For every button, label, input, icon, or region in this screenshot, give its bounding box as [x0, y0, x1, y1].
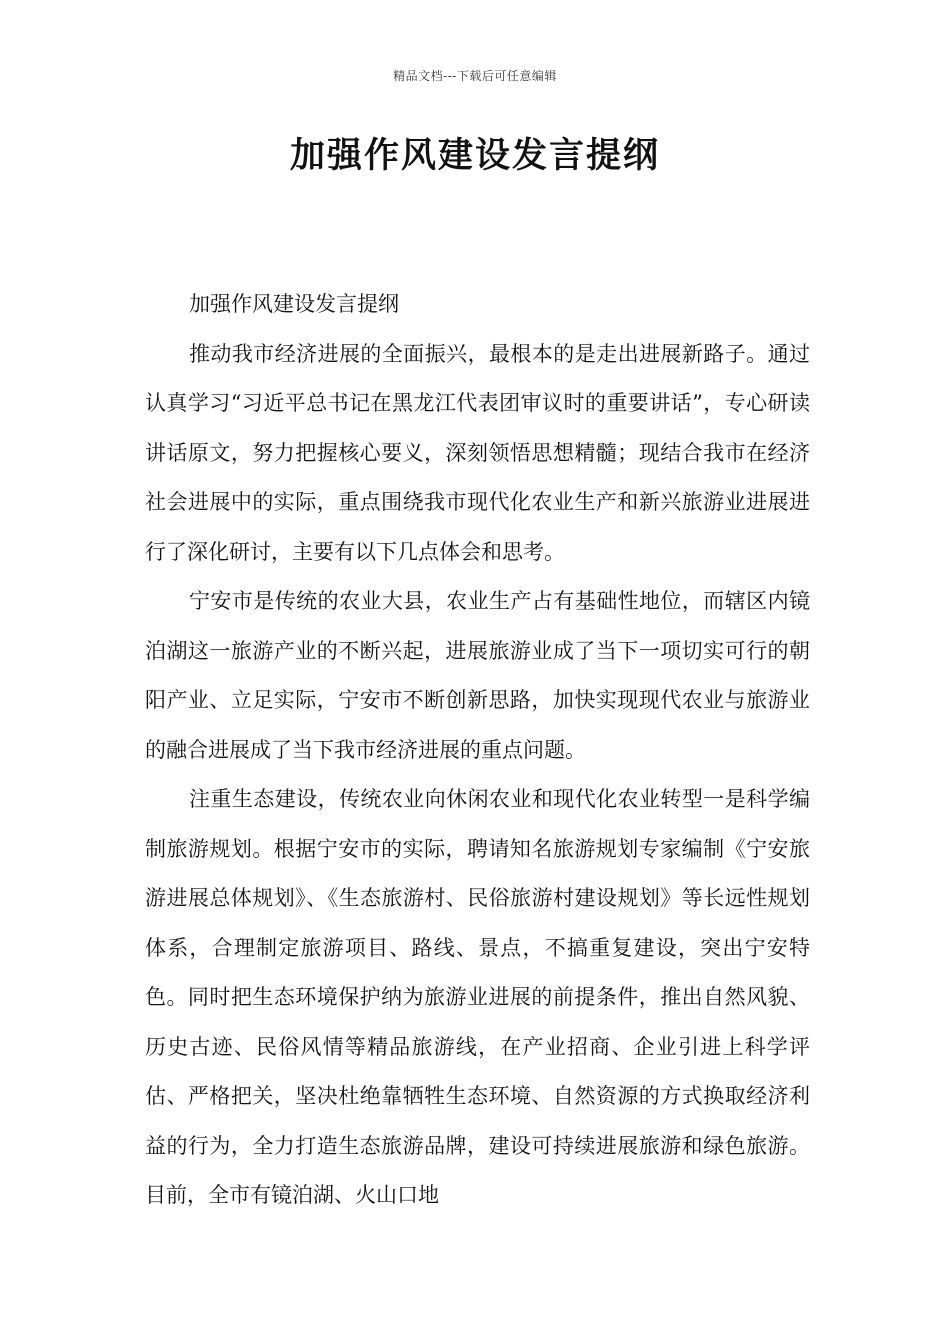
- document-title: 加强作风建设发言提纲: [289, 136, 660, 176]
- body-paragraph: 推动我市经济进展的全面振兴，最根本的是走出进展新路子。通过认真学习“习近平总书记在黑龙江代表团审议时的重要讲话”，专心研读讲话原文，努力把握核心要义，深刻领悟思想精髓；现结合我市在经济社会进展中的实际，重点围绕我市现代化农业生产和新兴旅游业进展进行了深化研讨，主要有以下几点体会和思考。: [145, 341, 810, 564]
- body-paragraph: 注重生态建设，传统农业向休闲农业和现代化农业转型一是科学编制旅游规划。根据宁安市的实际，聘请知名旅游规划专家编制《宁安旅游进展总体规划》、《生态旅游村、民俗旅游村建设规划》等长远性规划体系，合理制定旅游项目、路线、景点，不搞重复建设，突出宁安特色。同时把生态环境保护纳为旅游业进展的前提条件，推出自然风貌、历史古迹、民俗风情等精品旅游线，在产业招商、企业引进上科学评估、严格把关，坚决杜绝靠牺牲生态环境、自然资源的方式换取经济利益的行为，全力打造生态旅游品牌，建设可持续进展旅游和绿色旅游。目前，全市有镜泊湖、火山口地: [145, 787, 810, 1207]
- body-paragraph: 宁安市是传统的农业大县，农业生产占有基础性地位，而辖区内镜泊湖这一旅游产业的不断兴起，进展旅游业成了当下一项切实可行的朝阳产业、立足实际，宁安市不断创新思路，加快实现现代农业与旅游业的融合进展成了当下我市经济进展的重点问题。: [145, 589, 810, 762]
- header-note: 精品文档---下载后可任意编辑: [393, 69, 557, 83]
- document-body: [145, 280, 810, 1221]
- body-paragraph: 加强作风建设发言提纲: [189, 292, 399, 316]
